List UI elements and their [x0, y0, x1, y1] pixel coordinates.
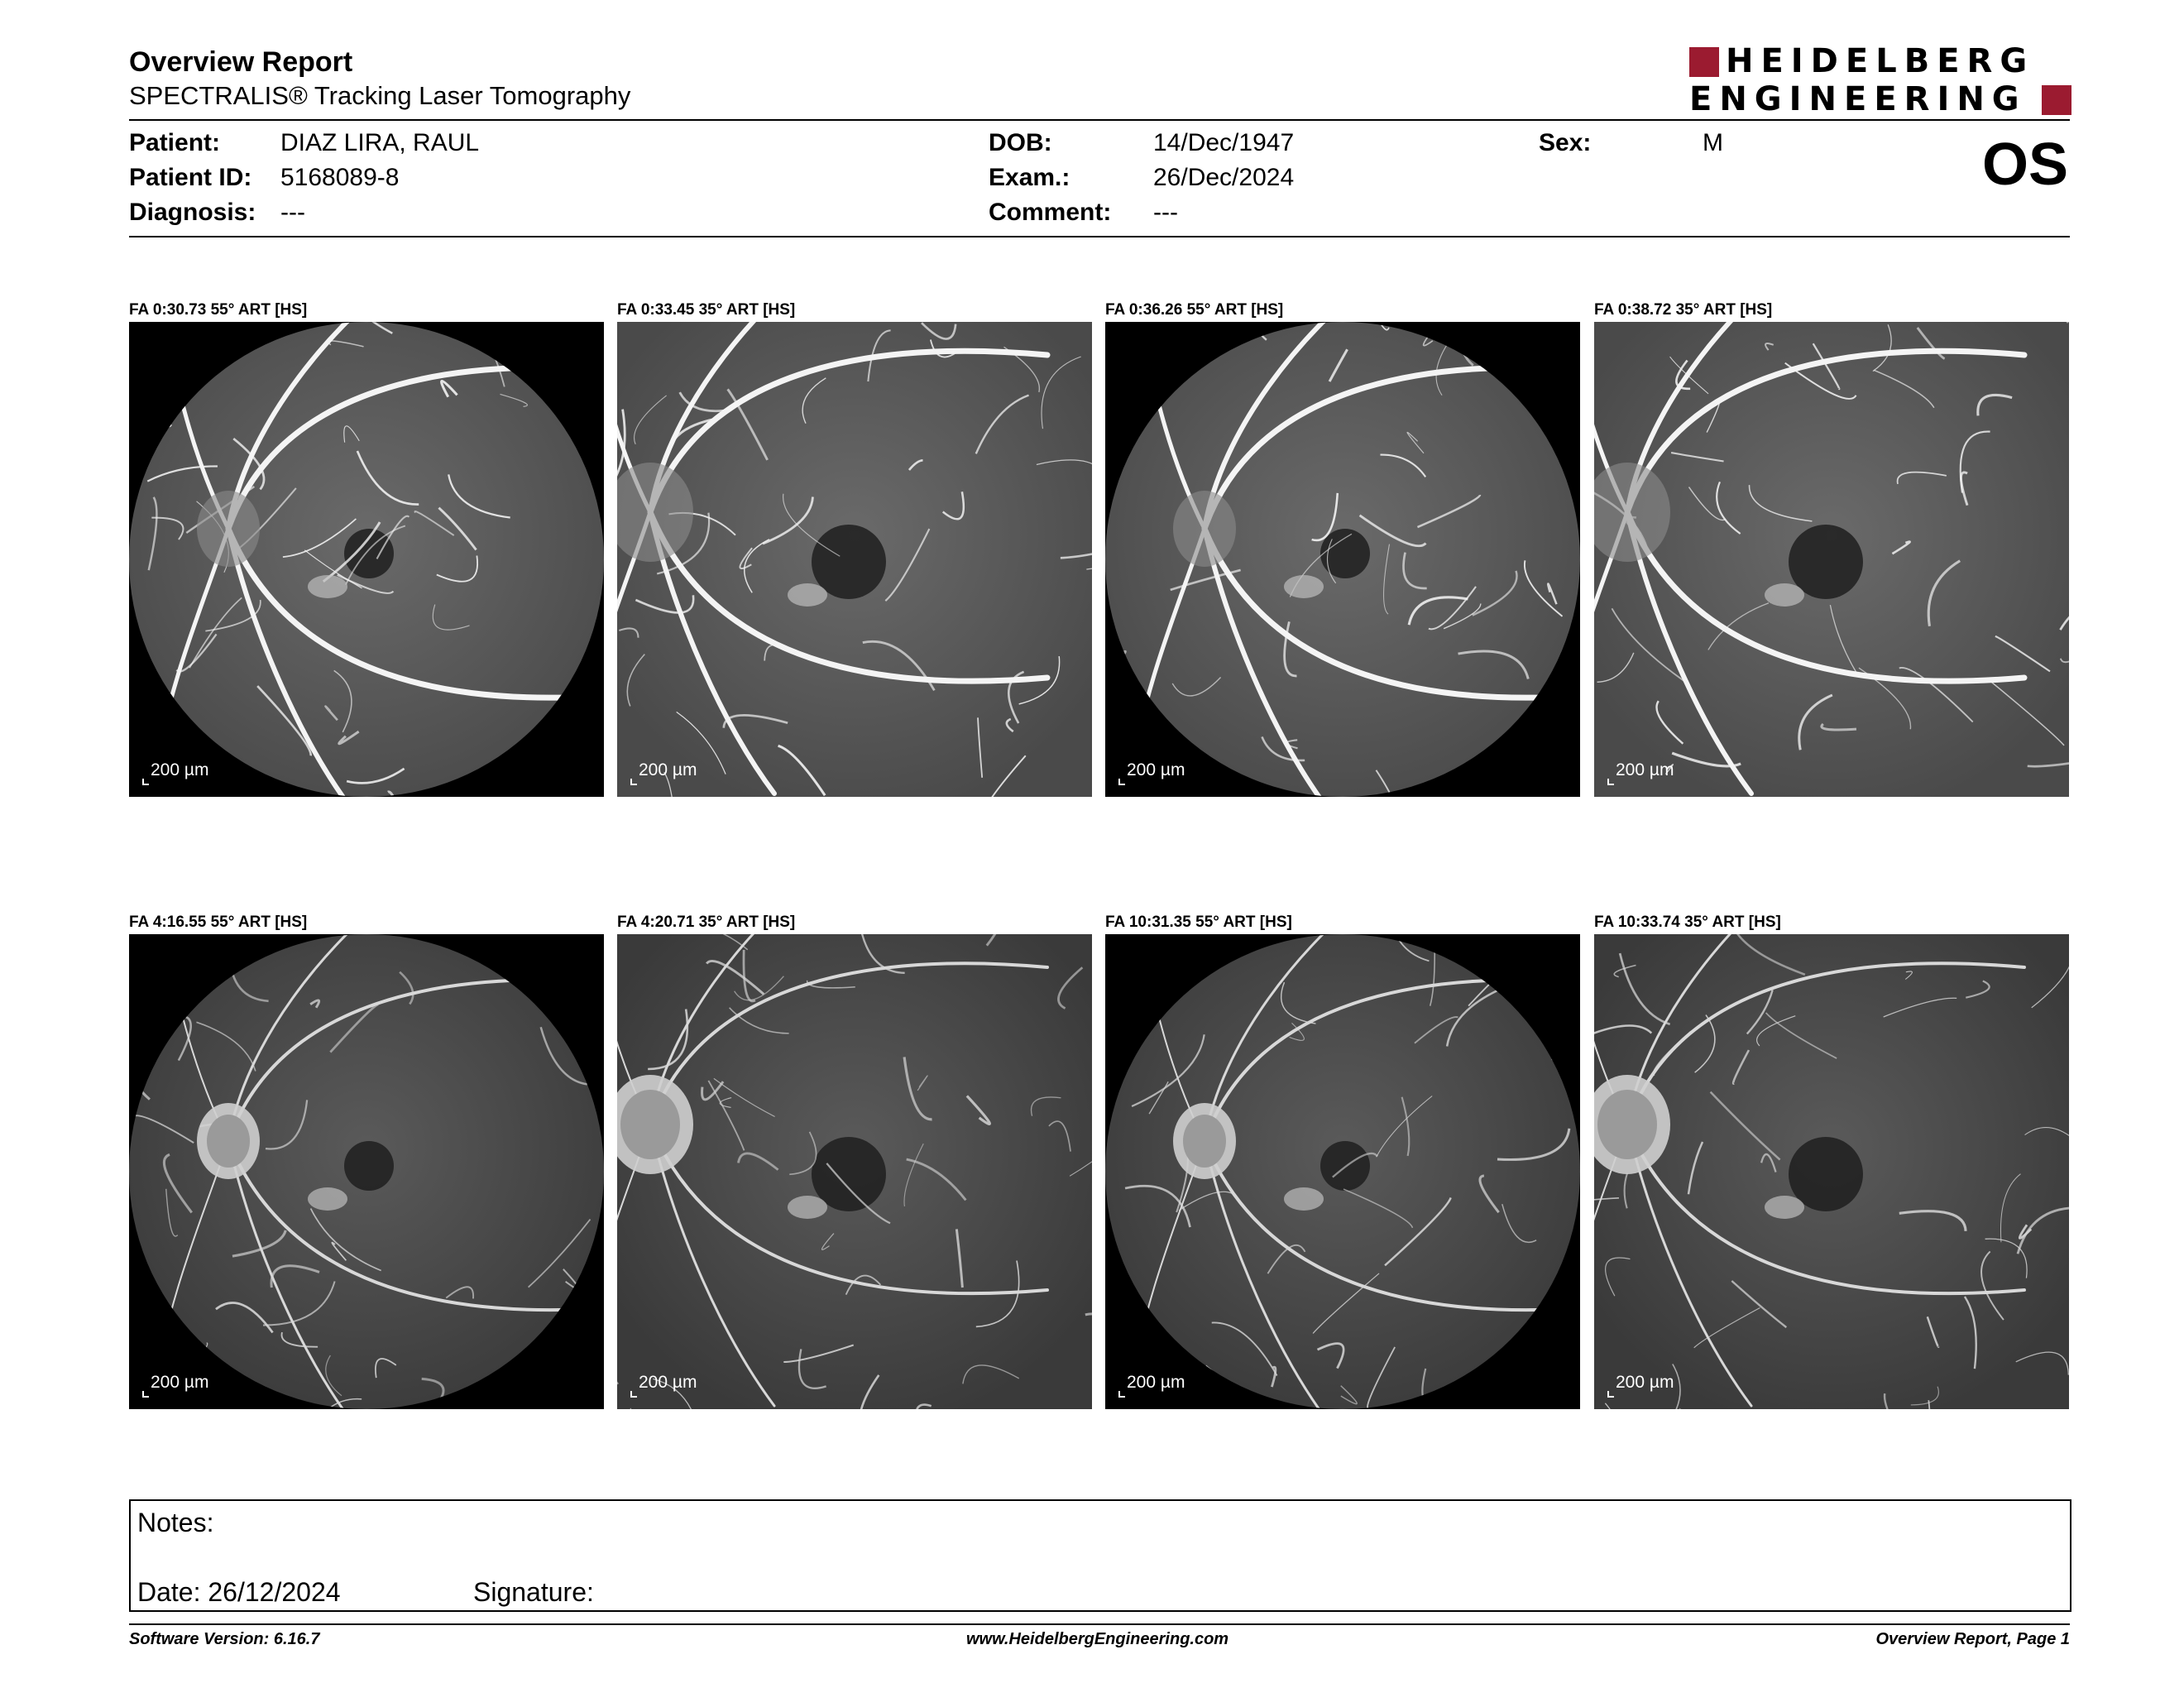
- image-caption: FA 4:20.71 35° ART [HS]: [617, 914, 796, 931]
- macula: [344, 1141, 394, 1191]
- comment-value: ---: [1153, 199, 1178, 226]
- patient-label: Patient:: [129, 129, 221, 156]
- fundus-image[interactable]: [617, 934, 1092, 1409]
- capillary: [1105, 945, 1160, 975]
- capillary: [1553, 1326, 1580, 1394]
- fundus-image[interactable]: [1105, 934, 1580, 1409]
- optic-cup: [620, 1090, 680, 1159]
- capillary: [1455, 789, 1496, 795]
- heidelberg-logo: [1689, 42, 2071, 118]
- logo-line-1: HEIDELBERG: [1726, 42, 2035, 80]
- logo-square-bottom: [2042, 85, 2071, 115]
- fundus-drawing: [129, 934, 604, 1409]
- capillary: [1109, 669, 1129, 720]
- image-caption: FA 0:36.26 55° ART [HS]: [1105, 301, 1284, 319]
- image-caption: FA 0:30.73 55° ART [HS]: [129, 301, 308, 319]
- capillary: [1538, 981, 1580, 1010]
- exam-label: Exam.:: [989, 164, 1070, 191]
- scale-bar-icon: [1118, 1391, 1125, 1398]
- capillary: [147, 322, 209, 339]
- fundus-drawing: [129, 322, 604, 797]
- logo-square-top: [1689, 47, 1719, 77]
- dob-label: DOB:: [989, 129, 1052, 156]
- fundus-drawing: [617, 322, 1092, 797]
- capillary: [1549, 388, 1580, 434]
- scale-label: 200 µm: [1616, 760, 1674, 779]
- capillary: [1180, 322, 1232, 324]
- capillary: [1248, 322, 1267, 340]
- lesion: [1765, 1196, 1804, 1219]
- optic-disc: [197, 491, 260, 567]
- notes-box[interactable]: [129, 1499, 2071, 1612]
- report-title: Overview Report: [129, 46, 353, 78]
- scale-bar-icon: [630, 1391, 637, 1398]
- optic-cup: [1597, 1090, 1657, 1159]
- capillary: [515, 934, 576, 954]
- comment-label: Comment:: [989, 199, 1112, 226]
- scale-bar-icon: [1607, 1391, 1614, 1398]
- capillary: [147, 934, 172, 989]
- image-caption: FA 10:33.74 35° ART [HS]: [1594, 914, 1781, 931]
- fundus-drawing: [1594, 322, 2069, 797]
- lesion: [1765, 583, 1804, 607]
- fundus-image[interactable]: [129, 322, 604, 797]
- fundus-drawing: [617, 934, 1092, 1409]
- lesion: [788, 583, 827, 607]
- capillary: [1489, 322, 1527, 343]
- fundus-image[interactable]: [617, 322, 1092, 797]
- sex-value: M: [1703, 129, 1723, 156]
- scale-bar-icon: [630, 779, 637, 785]
- fundus-drawing: [1594, 934, 2069, 1409]
- lesion: [308, 1187, 347, 1211]
- scale-label: 200 µm: [1127, 760, 1185, 779]
- fundus-drawing: [1105, 322, 1580, 797]
- capillary: [551, 1326, 596, 1388]
- lesion: [1284, 575, 1324, 598]
- capillary: [141, 396, 171, 427]
- lesion: [788, 1196, 827, 1219]
- scale-label: 200 µm: [1616, 1373, 1674, 1392]
- image-caption: FA 4:16.55 55° ART [HS]: [129, 914, 308, 931]
- image-caption: FA 0:38.72 35° ART [HS]: [1594, 301, 1773, 319]
- header-rule-top: [129, 119, 2070, 121]
- lesion: [1284, 1187, 1324, 1211]
- optic-cup: [1183, 1115, 1226, 1168]
- logo-line-2: ENGINEERING: [1689, 80, 2027, 118]
- fundus-image[interactable]: [1105, 322, 1580, 797]
- capillary: [1113, 934, 1169, 968]
- diagnosis-value: ---: [280, 199, 305, 226]
- fundus-image[interactable]: [1594, 934, 2069, 1409]
- exam-value: 26/Dec/2024: [1153, 164, 1295, 191]
- header-rule-bottom: [129, 236, 2070, 237]
- scale-label: 200 µm: [1127, 1373, 1185, 1392]
- scale-bar-icon: [142, 1391, 149, 1398]
- capillary: [1569, 1084, 1580, 1103]
- signature-label: Signature:: [473, 1577, 594, 1607]
- optic-cup: [207, 1115, 250, 1168]
- fundus-image[interactable]: [129, 934, 604, 1409]
- eye-indicator: OS: [1981, 132, 2068, 198]
- date-label: Date: 26/12/2024: [137, 1577, 341, 1607]
- scale-label: 200 µm: [151, 1373, 209, 1392]
- scale-bar-icon: [142, 779, 149, 785]
- patient-id: 5168089-8: [280, 164, 400, 191]
- capillary: [553, 1336, 603, 1354]
- optic-disc: [1173, 491, 1236, 567]
- scale-bar-icon: [1118, 779, 1125, 785]
- notes-label: Notes:: [137, 1508, 214, 1537]
- page-indicator: Overview Report, Page 1: [1875, 1630, 2070, 1648]
- scale-label: 200 µm: [151, 760, 209, 779]
- report-subtitle: SPECTRALIS® Tracking Laser Tomography: [129, 81, 631, 110]
- fundus-image[interactable]: [1594, 322, 2069, 797]
- scale-label: 200 µm: [639, 760, 697, 779]
- scale-label: 200 µm: [639, 1373, 697, 1392]
- scale-bar-icon: [1607, 779, 1614, 785]
- capillary: [1174, 325, 1202, 358]
- fundus-drawing: [1105, 934, 1580, 1409]
- software-version: Software Version: 6.16.7: [129, 1630, 320, 1648]
- diagnosis-label: Diagnosis:: [129, 199, 256, 226]
- capillary: [157, 1394, 195, 1409]
- patient-id-label: Patient ID:: [129, 164, 252, 191]
- capillary: [1105, 651, 1125, 700]
- website-link[interactable]: www.HeidelbergEngineering.com: [966, 1630, 1229, 1648]
- capillary: [162, 957, 180, 976]
- footer-rule: [129, 1623, 2070, 1625]
- capillary: [1477, 789, 1519, 797]
- image-caption: FA 10:31.35 55° ART [HS]: [1105, 914, 1292, 931]
- image-caption: FA 0:33.45 35° ART [HS]: [617, 301, 796, 319]
- sex-label: Sex:: [1539, 129, 1592, 156]
- dob-value: 14/Dec/1947: [1153, 129, 1295, 156]
- capillary: [551, 1316, 578, 1380]
- capillary: [577, 946, 604, 974]
- patient-name: DIAZ LIRA, RAUL: [280, 129, 480, 156]
- lesion: [308, 575, 347, 598]
